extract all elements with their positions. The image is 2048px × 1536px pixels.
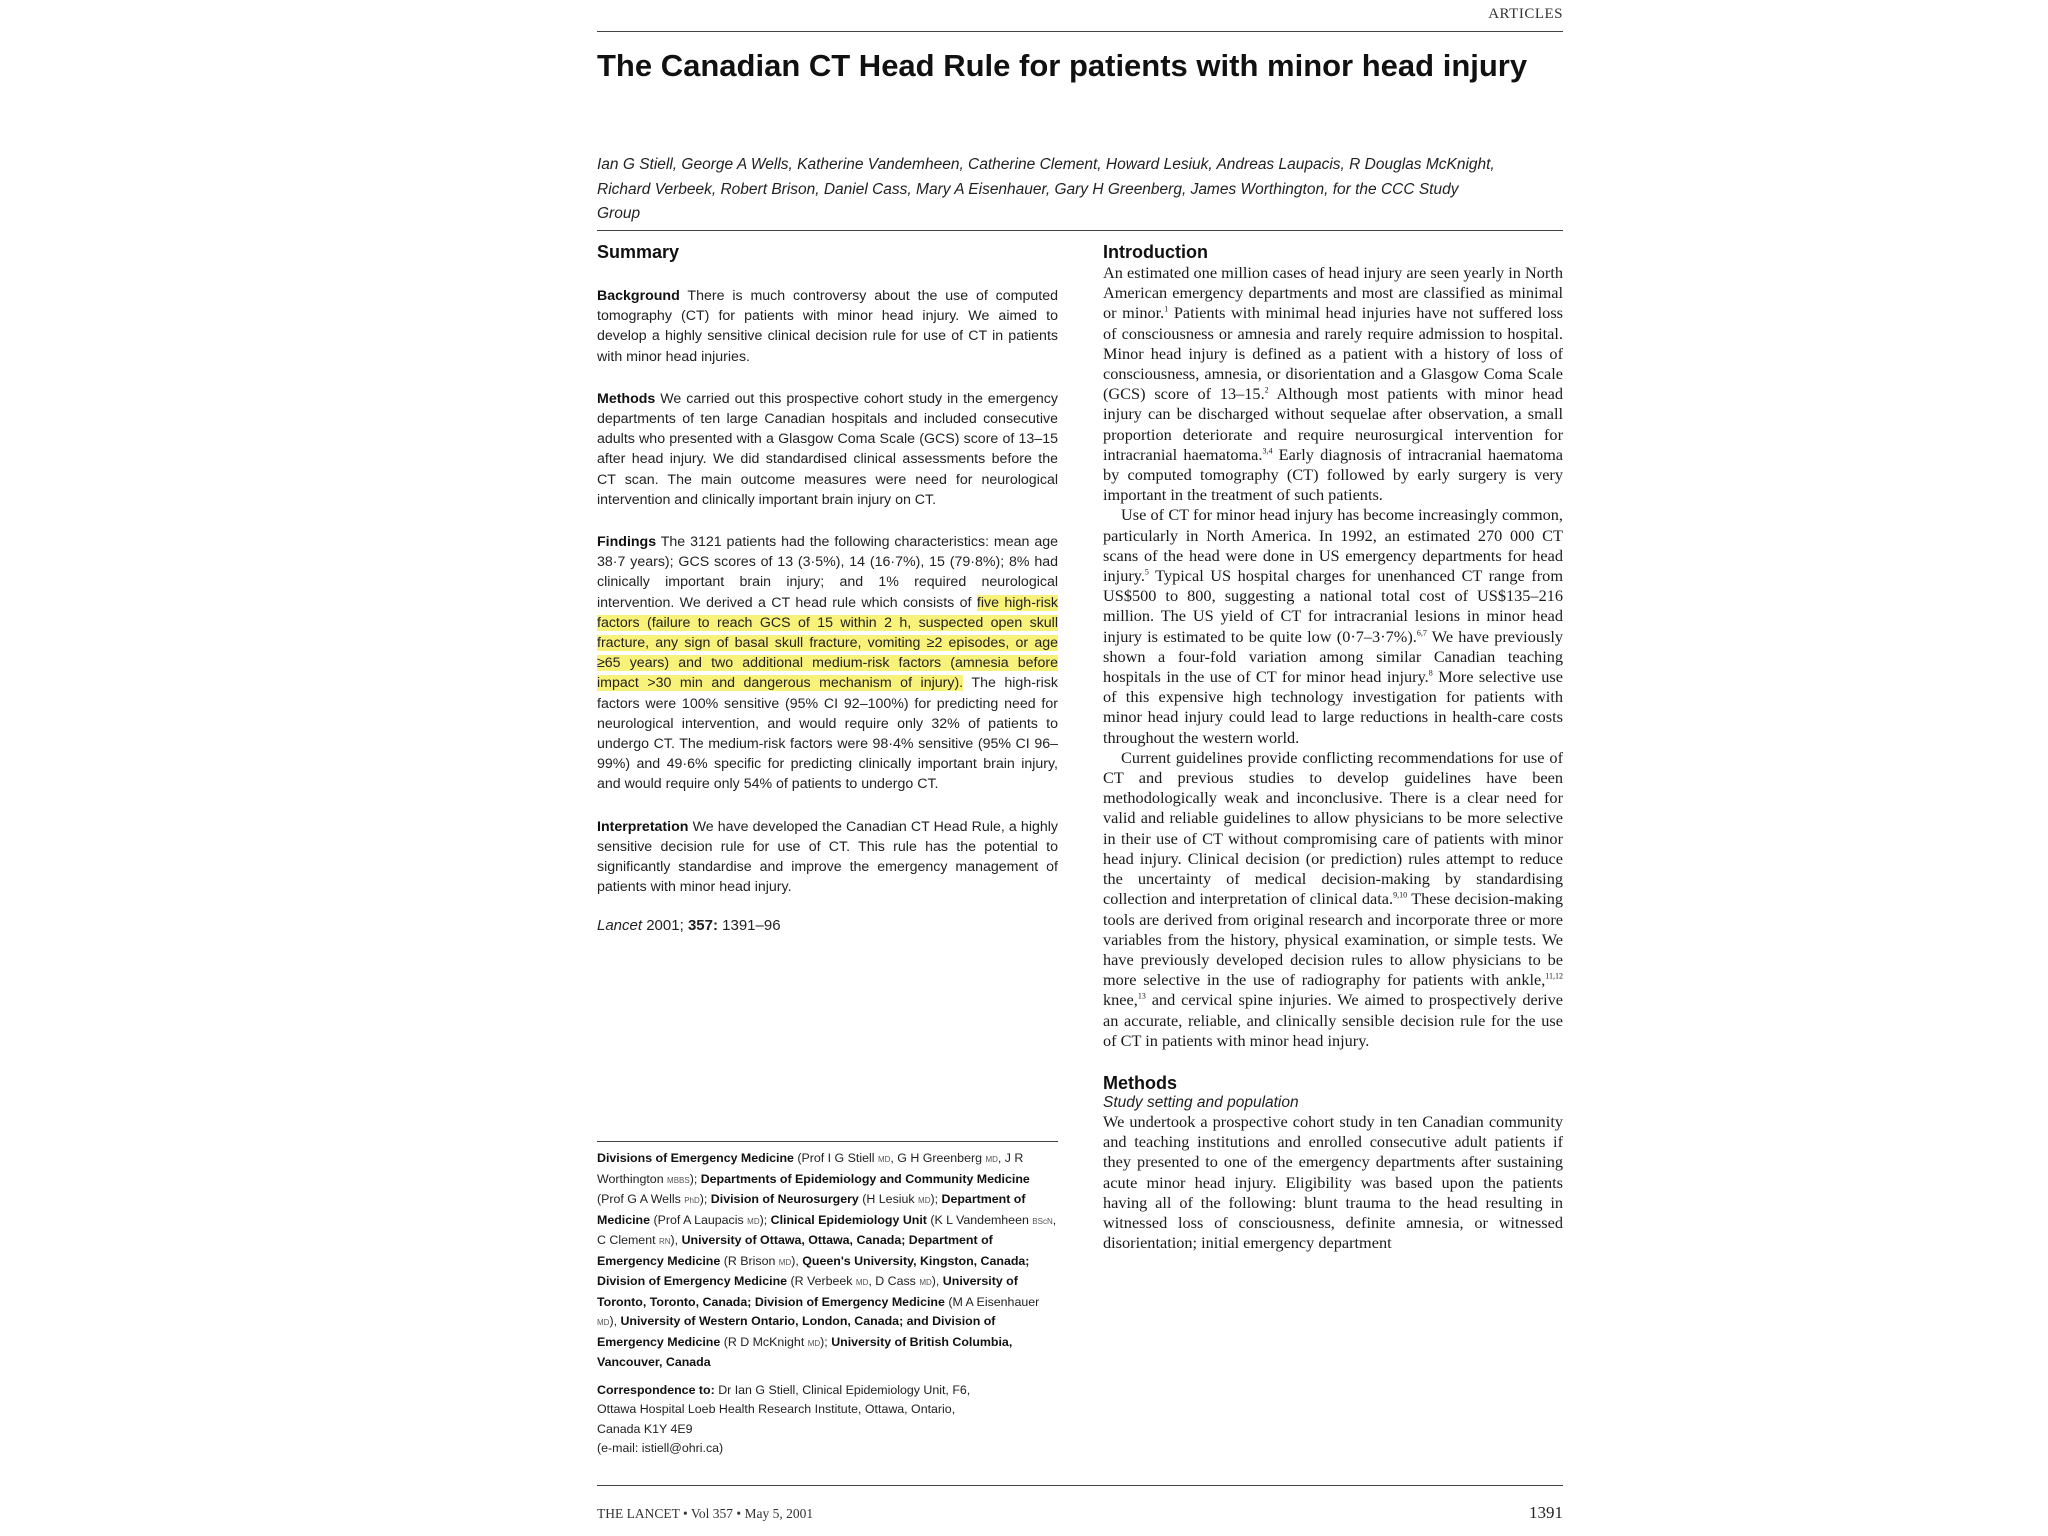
affiliation-person: (R Brison	[720, 1253, 779, 1268]
summary-heading: Summary	[597, 242, 680, 262]
footer-rule	[597, 1485, 1563, 1486]
findings-text-after: The high-risk factors were 100% sensitive (95% CI 92–100%) for predicting need for neurological intervention, and would require only 32% of patients to undergo CT. The medium-risk factors were 98·4% sensitive (95% CI 96–99%) and 49·6% specific for predicting clinically important brain injury, and would require only 54% of patients to undergo CT.	[597, 675, 1058, 793]
paragraph-text: Use of CT for minor head injury has become increasingly common, particularly in North America. In 1992, an estimated 270 000 CT scans of the head were done in US emergency departments for head injury.	[1103, 505, 1563, 586]
author-list: Ian G Stiell, George A Wells, Katherine Vandemheen, Catherine Clement, Howard Lesiuk, Andreas Laupacis, R Douglas McKnight, Richard Verbeek, Robert Brison, Daniel Cass, Mary A Eisenhauer, Gary H Greenberg, James Worthington, for the CCC Study Group	[597, 156, 1495, 222]
reference-marker: 5	[1144, 567, 1149, 577]
affiliation-degree: MBBS	[667, 1175, 690, 1185]
affiliation-person: );	[820, 1334, 832, 1349]
affiliation-person: (R D McKnight	[720, 1334, 808, 1349]
methods-paragraph: We undertook a prospective cohort study in ten Canadian community and teaching institutions and enrolled consecutive adult patients if they presented to one of the emergency departments after sustaining acute minor head injury. Eligibility was based upon the patients having all of the following: blunt trauma to the head resulting in witnessed loss of consciousness, definite amnesia, or witnessed disorientation; initial emergency department	[1103, 1111, 1563, 1253]
paragraph-text: These decision-making tools are derived from original research and incorporate three or more variables from the history, physical examination, or simple tests. We have previously developed decision rules to allow physicians to be more selective in the use of radiography for patients with ankle,	[1103, 889, 1563, 990]
running-head: ARTICLES	[1488, 6, 1563, 22]
introduction-paragraph-3	[1103, 748, 1563, 1051]
affiliation-degree: MD	[597, 1318, 610, 1327]
reference-marker: 13	[1137, 991, 1146, 1001]
methods-heading: Methods	[1103, 1072, 1177, 1093]
introduction-heading: Introduction	[1103, 242, 1208, 262]
affiliation-person: );	[689, 1171, 701, 1186]
top-rule	[597, 31, 1563, 32]
paragraph-text: An estimated one million cases of head injury are seen yearly in North American emergency departments and most are classified as minimal or minor.	[1103, 263, 1563, 323]
methods-subheading: Study setting and population	[1103, 1093, 1299, 1111]
citation	[597, 917, 1058, 934]
summary-interpretation	[597, 817, 1058, 898]
affiliation-person: (Prof A Laupacis	[650, 1212, 748, 1227]
affiliation-institution: University of Western Ontario, London, Canada; and Division of Emergency Medicine	[597, 1314, 996, 1349]
paragraph-text: Patients with minimal head injuries have not suffered loss of consciousness or amnesia and rarely require admission to hospital. Minor head injury is defined as a patient with a history of loss of consciousness, amnesia, or disorientation and a Glasgow Coma Scale (GCS) score of 13–15.	[1103, 303, 1563, 404]
affiliation-list	[597, 1149, 1058, 1373]
reference-marker: 2	[1264, 385, 1269, 395]
affiliation-institution: Queen's University, Kingston, Canada; Division of Emergency Medicine	[597, 1253, 1030, 1288]
reference-marker: 8	[1428, 668, 1433, 678]
paragraph-text: More selective use of this expensive high technology investigation for patients with minor head injury could lead to large reductions in health-care costs throughout the western world.	[1103, 667, 1563, 747]
paragraph-text: and cervical spine injuries. We aimed to prospectively derive an accurate, reliable, and clinically sensible decision rule for the use of CT in patients with minor head injury.	[1103, 990, 1563, 1050]
methods-label: Methods	[597, 390, 656, 407]
correspondence-line: Ottawa Hospital Loeb Health Research Institute, Ottawa, Ontario,	[597, 1402, 956, 1416]
introduction-paragraph-2	[1103, 505, 1563, 747]
affiliation-institution: Division of Neurosurgery	[710, 1192, 859, 1206]
affiliation-person: );	[930, 1192, 942, 1206]
methods-text: We carried out this prospective cohort study in the emergency departments of ten large Canadian hospitals and included consecutive adults who presented with a Glasgow Coma Scale (GCS) score of 13–15 after head injury. We did standardised clinical assessments before the CT scan. The main outcome measures were need for neurological intervention and clinically important brain injury on CT.	[597, 390, 1058, 508]
correspondence-label: Correspondence to:	[597, 1382, 715, 1397]
citation-pages: 1391–96	[722, 917, 781, 935]
correspondence-block	[597, 1381, 1058, 1459]
affiliation-person: (K L Vandemheen	[926, 1212, 1033, 1227]
affiliation-person: , C Clement	[597, 1212, 1057, 1247]
findings-text-before: The 3121 patients had the following characteristics: mean age 38·7 years); GCS scores of 13 (3·5%), 14 (16·7%), 15 (79·8%); 8% had clinically important brain injury; and 1% required neurological intervention. We derived a CT head rule which consists of	[597, 534, 1058, 611]
background-label: Background	[597, 288, 680, 304]
interpretation-text: We have developed the Canadian CT Head Rule, a highly sensitive decision rule for use of CT. This rule has the potential to significantly standardise and improve the emergency management of patients with minor head injury.	[597, 818, 1058, 896]
introduction-paragraph-1	[1103, 263, 1563, 505]
citation-year: 2001;	[646, 917, 684, 935]
paragraph-text: knee,	[1103, 990, 1138, 1010]
correspondence-line: Canada K1Y 4E9	[597, 1421, 693, 1436]
interpretation-label: Interpretation	[597, 818, 689, 835]
affiliation-institution: University of Toronto, Toronto, Canada; Division of Emergency Medicine	[597, 1274, 1018, 1309]
affiliations-block	[597, 1149, 1058, 1459]
article-title: The Canadian CT Head Rule for patients with minor head injury	[597, 48, 1528, 83]
affiliation-institution: Department of Medicine	[597, 1192, 1026, 1227]
affiliation-rule	[597, 1141, 1058, 1142]
paragraph-text: Although most patients with minor head injury can be discharged without sequelae after observation, a small proportion deteriorate and require neurosurgical intervention for intracranial haematoma.	[1103, 384, 1563, 464]
body-column	[1103, 242, 1563, 1253]
affiliation-person: );	[759, 1212, 771, 1227]
affiliation-institution: University of Ottawa, Ottawa, Canada; Department of Emergency Medicine	[597, 1233, 993, 1268]
affiliation-degree: BScN	[1032, 1216, 1053, 1226]
affiliation-degree: MD	[807, 1338, 821, 1348]
reference-marker: 1	[1164, 304, 1169, 314]
reference-marker: 11,12	[1545, 971, 1563, 981]
summary-methods	[597, 389, 1058, 510]
affiliation-person: ),	[931, 1274, 943, 1288]
affiliation-person: , D Cass	[868, 1274, 920, 1288]
citation-volume: 357:	[687, 917, 718, 935]
affiliation-person: (Prof I G Stiell	[793, 1151, 878, 1165]
affiliation-degree: MD	[918, 1196, 931, 1205]
reference-marker: 9,10	[1393, 890, 1408, 900]
affiliation-person: ),	[609, 1314, 621, 1328]
affiliation-degree: MD	[747, 1216, 760, 1226]
affiliation-institution: University of British Columbia, Vancouver, Canada	[597, 1334, 1013, 1369]
affiliation-person: ),	[791, 1253, 803, 1268]
citation-journal: Lancet	[597, 917, 643, 935]
reference-marker: 6,7	[1416, 628, 1427, 638]
author-rule	[597, 230, 1563, 231]
journal-page	[597, 0, 1563, 1536]
affiliation-person: );	[699, 1192, 711, 1206]
affiliation-degree: MD	[985, 1155, 998, 1164]
paragraph-text: We have previously shown a four-fold variation among similar Canadian teaching hospitals in the use of CT for minor head injury.	[1103, 626, 1563, 687]
affiliation-degree: MD	[919, 1278, 932, 1287]
affiliation-person: (R Verbeek	[787, 1274, 856, 1288]
summary-column	[597, 242, 1058, 934]
correspondence-line: Dr Ian G Stiell, Clinical Epidemiology Unit, F6,	[718, 1382, 971, 1397]
findings-label: Findings	[597, 534, 657, 551]
findings-highlighted-text: five high-risk factors (failure to reach GCS of 15 within 2 h, suspected open skull fracture, any sign of basal skull fracture, vomiting ≥2 episodes, or age ≥65 years) and two additional medium-risk factors (amnesia before impact >30 min and dangerous mechanism of injury).	[597, 594, 1058, 692]
paragraph-text: Current guidelines provide conflicting recommendations for use of CT and previous studies to develop guidelines have been methodologically weak and inconclusive. There is a clear need for valid and reliable guidelines to allow physicians to be more selective in their use of CT without compromising care of patients with minor head injury. Clinical decision (or prediction) rules attempt to reduce the uncertainty of medical decision-making by standardising collection and interpretation of clinical data.	[1103, 747, 1563, 909]
reference-marker: 3,4	[1262, 446, 1273, 456]
affiliation-degree: MD	[877, 1155, 891, 1164]
footer-journal-line: THE LANCET • Vol 357 • May 5, 2001	[597, 1506, 814, 1521]
affiliation-institution: Departments of Epidemiology and Community Medicine	[700, 1171, 1030, 1186]
affiliation-degree: MD	[855, 1278, 869, 1287]
affiliation-institution: Divisions of Emergency Medicine	[597, 1151, 794, 1165]
affiliation-degree: RN	[658, 1237, 671, 1246]
affiliation-person: ),	[670, 1233, 682, 1247]
affiliation-person: , G H Greenberg	[890, 1151, 986, 1165]
affiliation-person: (H Lesiuk	[858, 1192, 919, 1206]
affiliation-person: (Prof G A Wells	[597, 1192, 685, 1206]
paragraph-text: Early diagnosis of intracranial haematoma by computed tomography (CT) followed by early surgery is very important in the treatment of such patients.	[1103, 444, 1563, 505]
affiliation-person: (M A Eisenhauer	[944, 1294, 1040, 1309]
page-number: 1391	[1529, 1503, 1563, 1522]
background-text: There is much controversy about the use of computed tomography (CT) for patients with minor head injury. We aimed to develop a highly sensitive clinical decision rule for use of CT in patients with minor head injuries.	[597, 288, 1058, 365]
correspondence-email[interactable]: (e-mail: istiell@ohri.ca)	[597, 1441, 724, 1455]
paragraph-text: Typical US hospital charges for unenhanced CT range from US$500 to 800, suggesting a national total cost of US$135–216 million. The US yield of CT for intracranial lesions in minor head injury is estimated to be quite low (0·7–3·7%).	[1103, 566, 1563, 646]
summary-background	[597, 286, 1058, 367]
affiliation-degree: PhD	[684, 1196, 700, 1205]
affiliation-degree: MD	[778, 1257, 792, 1267]
affiliation-institution: Clinical Epidemiology Unit	[770, 1212, 927, 1227]
summary-findings	[597, 532, 1058, 795]
affiliation-person: , J R Worthington	[597, 1151, 1024, 1186]
